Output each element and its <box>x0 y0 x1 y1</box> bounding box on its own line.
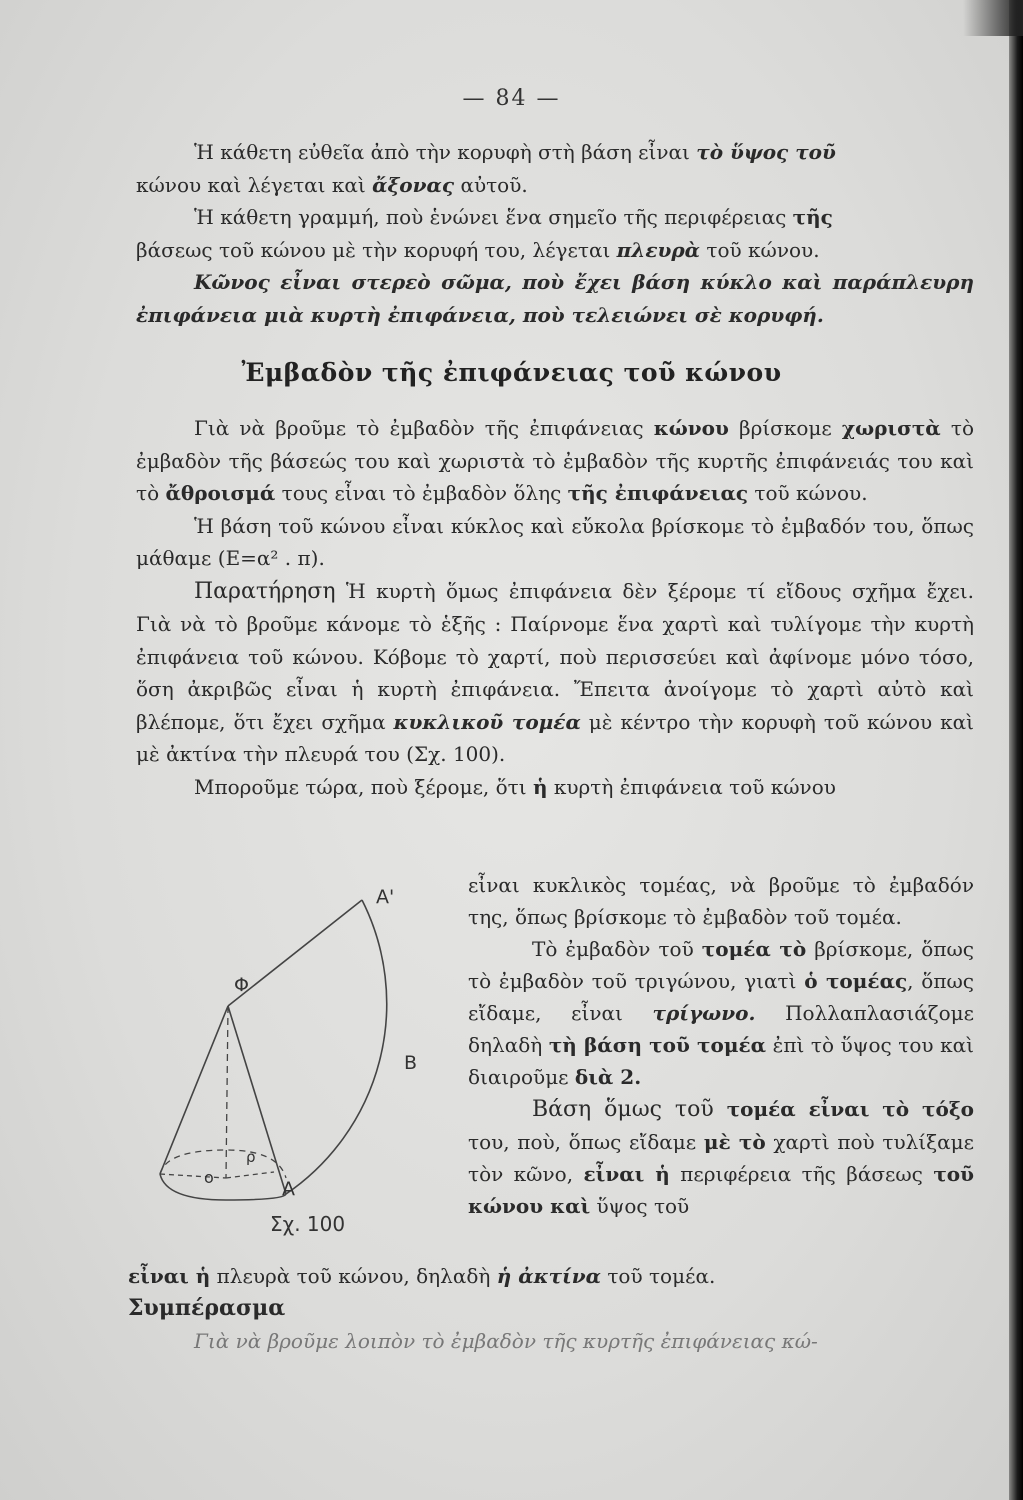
cone-side-left <box>160 1006 228 1174</box>
text: βρίσκομε, ὅπως τὸ ἐμβαδὸν τοῦ τριγώνου, γιατὶ <box>468 937 975 993</box>
base-radius <box>226 1172 274 1178</box>
term-sector: κυκλικοῦ τομέα <box>393 709 581 734</box>
paragraph-sector-area: εἶναι κυκλικὸς τομέας, νὰ βροῦμε τὸ ἐμβαδόν της, ὅπως βρίσκομε τὸ ἐμβαδὸν τοῦ τομέα. <box>468 873 974 929</box>
text: Μποροῦμε τώρα, ποὺ ξέρομε, ὅτι <box>194 774 533 799</box>
paragraph-observation <box>136 575 974 771</box>
text: αὐτοῦ. <box>454 172 528 197</box>
text: τοῦ τομέα. <box>601 1264 716 1288</box>
bold-text: μὲ τὸ <box>703 1130 766 1154</box>
paragraph-side-radius <box>128 1260 974 1292</box>
bold-text: χωριστὰ <box>841 416 941 440</box>
bold-text: τῆς ἐπιφάνειας <box>567 481 749 505</box>
sector-arc <box>286 900 387 1194</box>
page-edge-shadow <box>1009 0 1023 1500</box>
text: ἐπὶ τὸ ὕψος του καὶ διαιροῦμε <box>468 1033 974 1089</box>
text: Βάση ὅμως τοῦ <box>532 1097 727 1122</box>
cone-sector-diagram <box>146 878 446 1248</box>
bold-text: εἶναι ἡ <box>128 1264 211 1288</box>
paragraph-last-line: Γιὰ νὰ βροῦμε λοιπὸν τὸ ἐμβαδὸν τῆς κυρτῆς ἐπιφάνειας κώ- <box>194 1329 818 1353</box>
observation-label: Παρατήρηση <box>194 578 336 604</box>
bold-text: κώνου <box>653 416 729 440</box>
text: Ἡ κάθετη γραμμή, ποὺ ἑνώνει ἕνα σημεῖο τῆς περιφέρειας <box>194 205 793 229</box>
text: , ὅπως εἴδαμε, εἶναι <box>468 969 974 1025</box>
bold-text: τὴ βάση τοῦ τομέα <box>548 1033 767 1057</box>
text: κυρτὴ ἐπιφάνεια τοῦ κώνου <box>547 774 836 799</box>
bold-text: ἡ <box>532 774 548 799</box>
body-section <box>136 412 974 803</box>
figure-caption: Σχ. 100 <box>270 1212 346 1236</box>
text: ὕψος τοῦ <box>590 1194 690 1218</box>
label-b: Β <box>404 1052 418 1074</box>
text: τοῦ κώνου. <box>748 481 868 505</box>
summary-heading: Συμπέρασμα <box>128 1295 286 1321</box>
label-a: Α <box>282 1178 295 1200</box>
summary-label <box>128 1292 974 1325</box>
base-diameter <box>160 1174 226 1178</box>
text: βρίσκομε <box>728 416 842 440</box>
paragraph-height <box>136 136 974 201</box>
text: χαρτὶ ποὺ τυλίξαμε τὸν κῶνο, <box>468 1130 974 1186</box>
section-heading: Ἐμβαδὸν τῆς ἐπιφάνειας τοῦ κώνου <box>241 358 782 387</box>
tail-section <box>128 1260 974 1357</box>
paragraph-arc <box>468 1093 974 1222</box>
term-side: πλευρὰ <box>616 237 701 262</box>
bold-text: τῆς <box>792 205 833 229</box>
bold-text: τοῦ κώνου καὶ <box>468 1162 974 1218</box>
intro-section <box>136 136 974 331</box>
cone-definition: Κῶνος εἶναι στερεὸ σῶμα, ποὺ ἔχει βάση κύκλο καὶ παράπλευρη ἐπιφάνεια μιὰ κυρτὴ ἐπιφάνεια, ποὺ τελειώνει σὲ κορυφή. <box>136 270 974 327</box>
label-phi: Φ <box>234 974 249 996</box>
text: περιφέρεια τῆς βάσεως <box>669 1162 934 1186</box>
cone-side-right <box>228 1006 286 1194</box>
term-axis: ἄξονας <box>372 172 455 197</box>
cone-axis <box>226 1006 228 1178</box>
text: Πολλαπλασιάζομε δηλαδὴ <box>468 1001 975 1057</box>
text: τὸ ἐμβαδὸν τῆς βάσεώς του καὶ χωριστὰ τὸ ἐμβαδὸν τῆς κυρτῆς ἐπιφάνειάς του καὶ τὸ <box>136 416 974 505</box>
text: τοῦ κώνου. <box>700 237 820 262</box>
paragraph-triangle <box>468 933 974 1093</box>
text: μὲ κέντρο τὴν κορυφὴ τοῦ κώνου καὶ μὲ ἀκτίνα τὴν πλευρά του (Σχ. 100). <box>136 709 975 766</box>
bold-text: εἶναι ἡ <box>583 1162 670 1186</box>
right-column <box>468 869 974 1222</box>
page-corner-shadow <box>963 0 1023 36</box>
cone-figure <box>146 878 446 1248</box>
text: του, ποὺ, ὅπως εἴδαμε <box>468 1130 704 1154</box>
text: κώνου καὶ λέγεται καὶ <box>136 172 373 197</box>
base-back-arc <box>160 1150 286 1178</box>
label-a-prime: Α' <box>376 886 395 908</box>
term-radius: ἡ ἀκτίνα <box>496 1264 601 1288</box>
term-triangle: τρίγωνο. <box>652 1001 756 1025</box>
text: τους εἶναι τὸ ἐμβαδὸν ὅλης <box>275 481 568 505</box>
text: Ἡ κυρτὴ ὅμως ἐπιφάνεια δὲν ξέρομε τί εἴδους σχῆμα ἔχει. Γιὰ νὰ τὸ βροῦμε κάνομε τὸ ἑξῆς : Παίρνομε ἕνα χαρτὶ καὶ τυλίγομε τὴν κυρτὴ ἐπιφάνεια τοῦ κώνου. Κόβομε τὸ χαρτί, ποὺ περισσεύει καὶ ἀφίνομε μόνο τόσο, ὅση ἀκριβῶς εἶναι ἡ κυρτὴ ἐπιφάνεια. Ἔπειτα ἀνοίγομε τὸ χαρτὶ αὐτὸ καὶ βλέπομε, ὅτι ἔχει σχῆμα <box>136 578 974 734</box>
bold-text: διὰ 2. <box>574 1065 642 1089</box>
bold-text: ὁ τομέας <box>804 969 908 993</box>
bold-text: τομέα εἶναι τὸ τόξο <box>726 1097 975 1121</box>
text: Τὸ ἐμβαδὸν τοῦ <box>532 937 702 961</box>
label-o: ο <box>204 1168 214 1187</box>
page-number: — 84 — <box>462 86 561 111</box>
text: Γιὰ νὰ βροῦμε τὸ ἐμβαδὸν τῆς ἐπιφάνειας <box>194 416 654 440</box>
paragraph-continue <box>136 771 974 804</box>
text: πλευρὰ τοῦ κώνου, δηλαδὴ <box>210 1264 497 1288</box>
bold-text: ἄθροισμά <box>165 481 276 505</box>
paragraph-base: Ἡ βάση τοῦ κώνου εἶναι κύκλος καὶ εὔκολα βρίσκομε τὸ ἐμβαδόν του, ὅπως μάθαμε (Ε=α² . π). <box>136 513 974 570</box>
text: βάσεως τοῦ κώνου μὲ τὴν κορυφή του, λέγεται <box>136 237 617 262</box>
bold-text: τομέα τὸ <box>701 937 807 961</box>
paragraph-side <box>136 201 974 266</box>
label-rho: ρ <box>246 1148 256 1166</box>
paragraph-method <box>136 412 974 510</box>
text: Ἡ κάθετη εὐθεῖα ἀπὸ τὴν κορυφὴ στὴ βάση εἶναι <box>194 140 697 164</box>
bold-term-height: τὸ ὕψος τοῦ <box>696 140 836 164</box>
